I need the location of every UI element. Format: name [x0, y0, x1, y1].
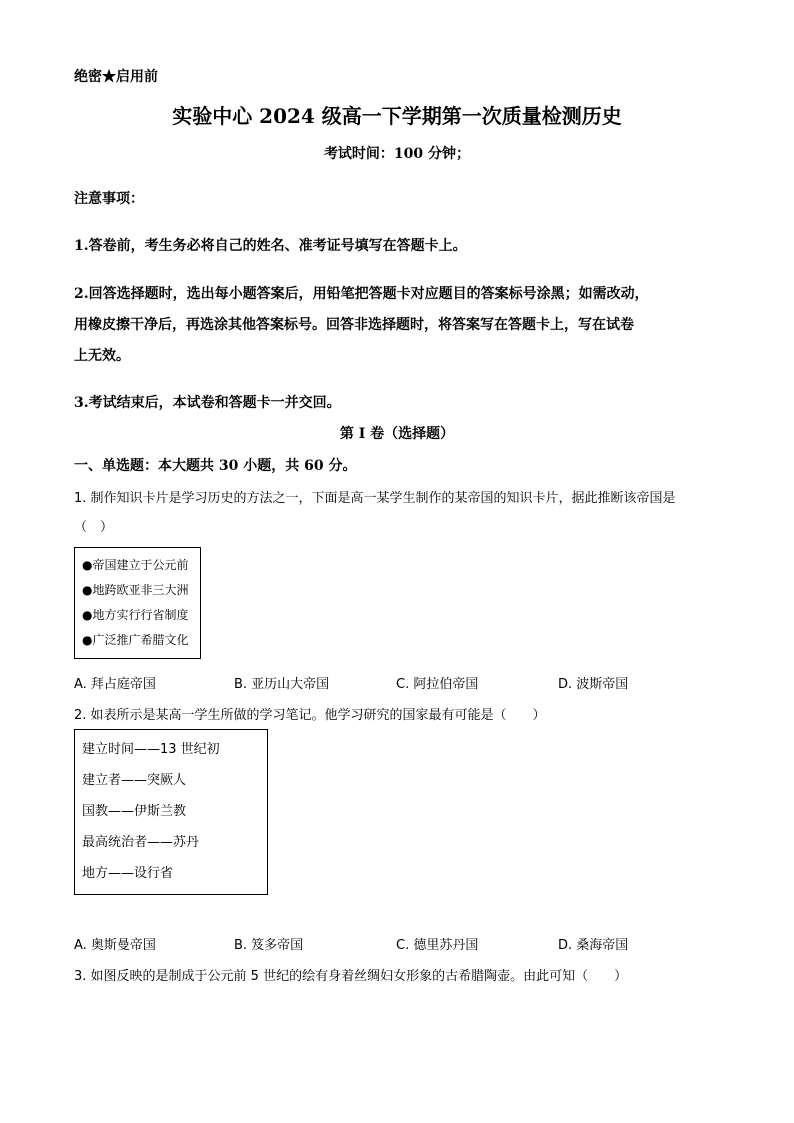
q1-option-d: D. 波斯帝国 — [558, 677, 629, 692]
card-item: ●地跨欧亚非三大洲 — [82, 583, 189, 597]
question-2-stem: 2. 如表所示是某高一学生所做的学习笔记。他学习研究的国家最有可能是（ ） — [74, 708, 546, 723]
section-title: 第 I 卷（选择题） — [339, 426, 455, 442]
q2-option-b: B. 笈多帝国 — [234, 938, 304, 953]
question-3-stem: 3. 如图反映的是制成于公元前 5 世纪的绘有身着丝绸妇女形象的古希腊陶壶。由此可知（ ） — [74, 969, 628, 984]
note-row: 最高统治者——苏丹 — [82, 835, 200, 850]
q2-option-c: C. 德里苏丹国 — [396, 938, 479, 953]
q2-option-a: A. 奥斯曼帝国 — [74, 938, 156, 953]
note-row: 建立者——突厥人 — [82, 773, 187, 788]
card-item: ●广泛推广希腊文化 — [82, 633, 189, 647]
notes-heading: 注意事项： — [74, 191, 144, 207]
secret-label: 绝密★启用前 — [74, 69, 158, 85]
note-row: 国教——伊斯兰教 — [82, 804, 187, 819]
note-row: 建立时间——13 世纪初 — [82, 742, 220, 757]
exam-title: 实验中心 2024 级高一下学期第一次质量检测历史 — [172, 104, 622, 128]
note-row: 地方——设行省 — [82, 866, 174, 881]
q1-option-a: A. 拜占庭帝国 — [74, 677, 156, 692]
question-1-stem-blank: （ ） — [74, 520, 114, 535]
note-item-1: 1.答卷前，考生务必将自己的姓名、准考证号填写在答题卡上。 — [74, 238, 467, 254]
q1-option-c: C. 阿拉伯帝国 — [396, 677, 479, 692]
note-item-2-cont: 用橡皮擦干净后，再选涂其他答案标号。回答非选择题时，将答案写在答题卡上，写在试卷 — [74, 317, 634, 333]
card-item: ●地方实行行省制度 — [82, 608, 189, 622]
note-item-2-end: 上无效。 — [74, 348, 130, 364]
card-item: ●帝国建立于公元前 — [82, 558, 189, 572]
exam-time: 考试时间：100 分钟； — [323, 146, 471, 162]
part-title: 一、单选题：本大题共 30 小题，共 60 分。 — [74, 458, 357, 474]
q2-option-d: D. 桑海帝国 — [558, 938, 629, 953]
knowledge-card — [74, 547, 201, 659]
study-notes-table — [74, 729, 268, 895]
q1-option-b: B. 亚历山大帝国 — [234, 677, 330, 692]
question-1-stem: 1. 制作知识卡片是学习历史的方法之一，下面是高一某学生制作的某帝国的知识卡片，据此推断该帝国是 — [74, 491, 676, 506]
note-item-3: 3.考试结束后，本试卷和答题卡一并交回。 — [74, 395, 341, 411]
note-item-2: 2.回答选择题时，选出每小题答案后，用铅笔把答题卡对应题目的答案标号涂黑；如需改动， — [74, 286, 649, 302]
